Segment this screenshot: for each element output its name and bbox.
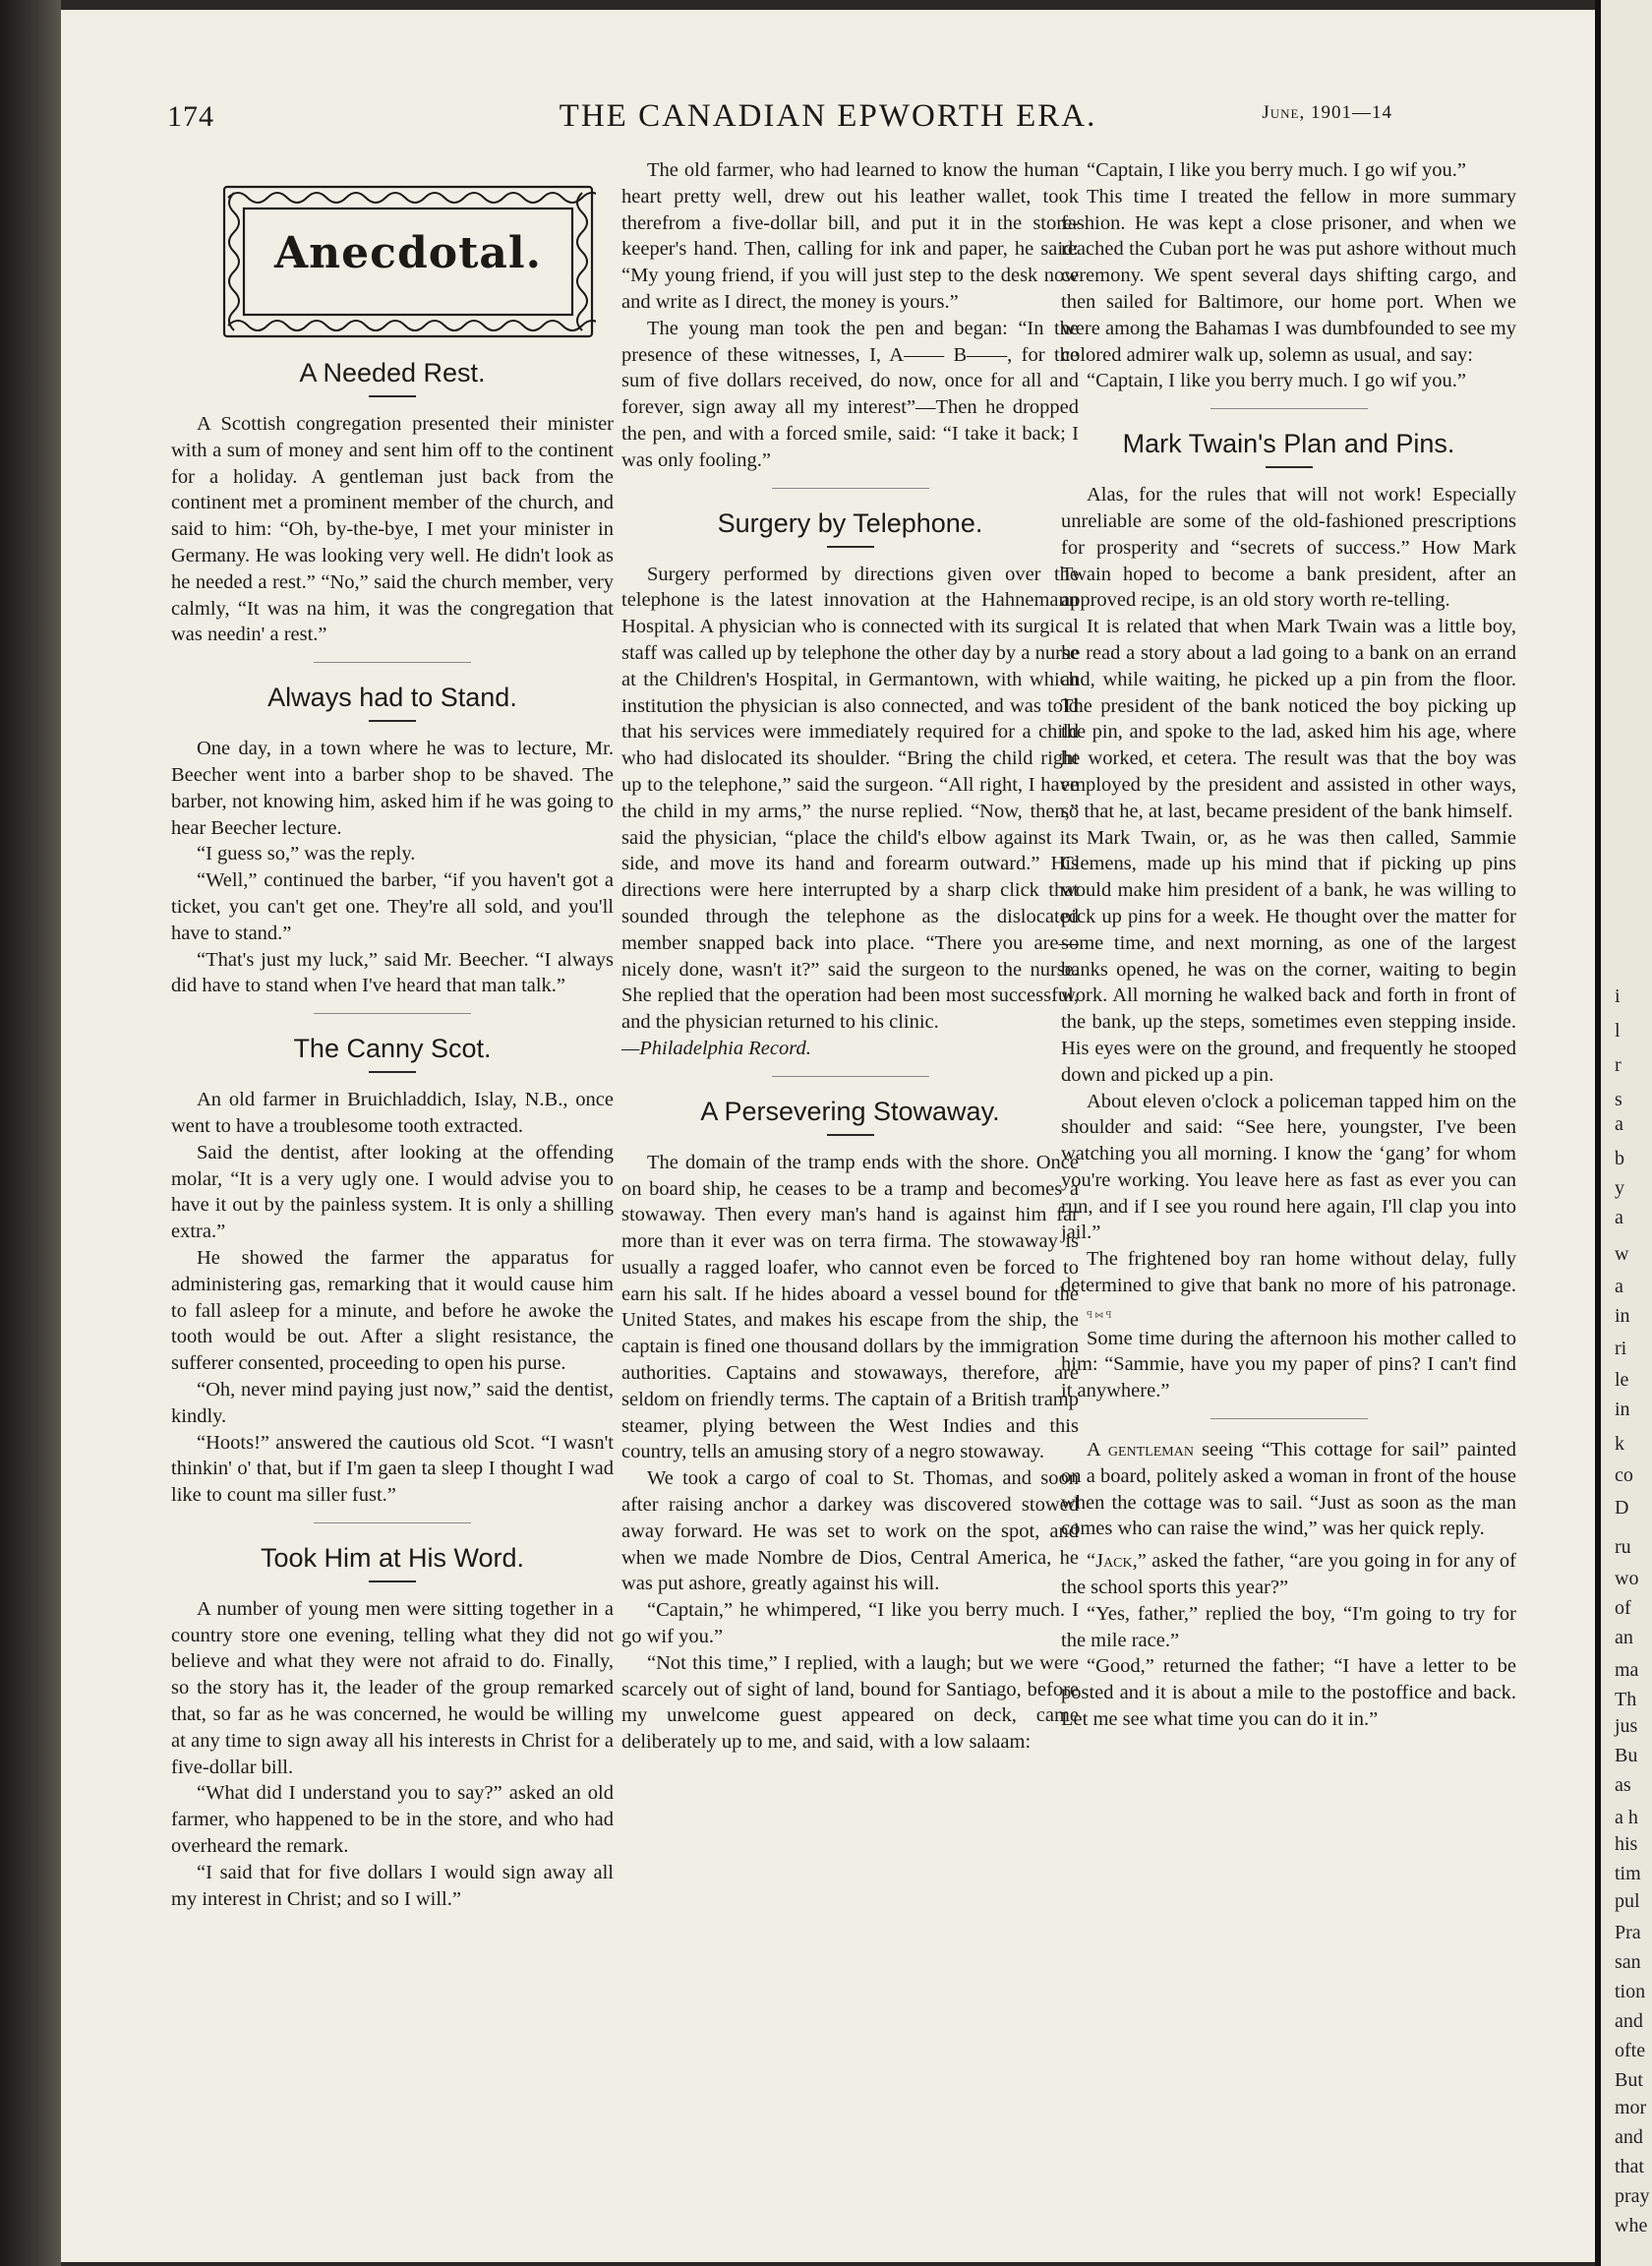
adjacent-page-fragment: of (1615, 1597, 1631, 1619)
adjacent-page-fragment: jus (1615, 1715, 1638, 1737)
journal-title: THE CANADIAN EPWORTH ERA. (559, 98, 1097, 134)
adjacent-page-fragment: s (1615, 1089, 1622, 1110)
adjacent-page-fragment: ma (1615, 1659, 1639, 1681)
article-paragraph: A number of young men were sitting together in a country store one evening, telling what they did not believe and what they were not afraid to do. Finally, so the story has it, the leader of the group remarked that, so far as he was concerned, he would be willing at any time to sign away all his interests in Christ for a five-dollar bill. (171, 1597, 614, 1778)
article-paragraph (1061, 1246, 1516, 1325)
paragraph-text: asked the father, “are you going in for any of the school sports this year?” (1061, 1550, 1516, 1599)
article-paragraph: Alas, for the rules that will not work! Especially unreliable are some of the old-fashioned prescriptions for prosperity and “secrets of success.” How Mark Twain hoped to become a bank president, after an approved recipe, is an old story worth re-telling. (1061, 484, 1516, 612)
lead-in: “Jack,” (1087, 1550, 1147, 1573)
adjacent-page-fragment: as (1615, 1774, 1631, 1796)
adjacent-page-fragment: a h (1615, 1807, 1638, 1828)
adjacent-page-fragment: Bu (1615, 1745, 1638, 1766)
library-stamp: ꟼ ⋈ ꟼ (1087, 1309, 1112, 1320)
article-paragraph: This time I treated the fellow in more summary fashion. He was kept a close prisoner, and when we reached the Cuban port he was put ashore without much ceremony. We spent several days shifting cargo, and then sailed for Baltimore, our home port. When we were among the Bahamas I was dumbfounded to see my colored admirer walk up, solemn as usual, and say: (1061, 185, 1516, 366)
article-paragraph: “Not this time,” I replied, with a laugh; but we were scarcely out of sight of land, bound for Santiago, before my unwelcome guest appeared on deck, came deliberately up to me, and said, with a low salaam: (621, 1651, 1079, 1754)
article-title: Took Him at His Word. (260, 1542, 525, 1573)
anecdotal-banner (220, 183, 596, 340)
adjacent-page-fragment: w (1615, 1243, 1629, 1265)
article-paragraph: The young man took the pen and began: “In the presence of these witnesses, I, A—— B——, for the sum of five dollars received, do now, once for all and forever, sign away all my interest”—Then he dropped the pen, and with a forced smile, said: “I take it back; I was only fooling.” (621, 317, 1079, 471)
article-title: A Needed Rest. (299, 358, 486, 388)
title-rule (369, 720, 416, 722)
adjacent-page-fragment: Th (1615, 1689, 1637, 1710)
article-separator (1210, 1418, 1368, 1419)
article-title: A Persevering Stowaway. (700, 1096, 1000, 1126)
title-rule (369, 1580, 416, 1582)
adjacent-page-fragment: a (1615, 1113, 1623, 1135)
adjacent-page-fragment: a (1615, 1276, 1623, 1297)
adjacent-page-fragment: in (1615, 1399, 1630, 1420)
article-paragraph: An old farmer in Bruichladdich, Islay, N.B., once went to have a troublesome tooth extracted. (171, 1089, 614, 1137)
adjacent-page-fragment: an (1615, 1627, 1633, 1648)
article-paragraph: “That's just my luck,” said Mr. Beecher. “I always did have to stand when I've heard that man talk.” (171, 948, 614, 997)
article-paragraph: We took a cargo of coal to St. Thomas, and soon after raising anchor a darkey was discovered stowed away forward. He was set to work on the spot, and when we made Nombre de Dios, Central America, he was put ashore, greatly against his will. (621, 1467, 1079, 1595)
page-number: 174 (167, 100, 214, 133)
adjacent-page-fragment: that (1615, 2156, 1644, 2177)
article-paragraph: Said the dentist, after looking at the offending molar, “It is a very ugly one. I would advise you to have it out by the painless system. It is only a shilling extra.” (171, 1141, 614, 1243)
article-separator (1210, 408, 1368, 409)
adjacent-page-fragment: tion (1615, 1981, 1646, 2002)
lead-in: A gentleman (1087, 1439, 1194, 1461)
article-paragraph: Surgery performed by directions given over the telephone is the latest innovation at the Hahnemann Hospital. A physician who is connected with its surgical staff was called up by telephone the other day by a nurse at the Children's Hospital, in Germantown, with which institution the physician is also connected, and was told that his services were immediately required for a child who had dislocated its shoulder. “Bring the child right up to the telephone,” said the surgeon. “All right, I have the child in my arms,” the nurse replied. “Now, then,” said the physician, “place the child's elbow against its side, and move its hand and forearm outward.” His directions were here interrupted by a sharp click that sounded through the telephone as the dislocated member snapped back into place. “There you are—nicely done, wasn't it?” said the surgeon to the nurse. She replied that the operation had been most successful, and the physician returned to his clinic. (621, 563, 1079, 1034)
adjacent-page-fragment: But (1615, 2069, 1643, 2091)
article-separator (314, 1013, 471, 1014)
article-paragraph: “Captain, I like you berry much. I go wif you.” (1087, 159, 1466, 181)
section-banner-title: Anecdotal. (274, 228, 542, 278)
adjacent-page-fragment: tim (1615, 1863, 1641, 1884)
adjacent-page-fragment: pray (1615, 2185, 1650, 2207)
article-paragraph: He showed the farmer the apparatus for administering gas, remarking that it would cause him to fall asleep for a minute, and before he awoke the tooth would be out. After a slight resistance, the sufferer consented, proceeding to open his purse. (171, 1246, 614, 1375)
article-paragraph: “Captain,” he whimpered, “I like you berry much. I go wif you.” (621, 1599, 1079, 1648)
adjacent-page-fragment: and (1615, 2126, 1643, 2148)
title-rule (369, 395, 416, 397)
article-paragraph: “Oh, never mind paying just now,” said the dentist, kindly. (171, 1378, 614, 1427)
article-paragraph: A Scottish congregation presented their minister with a sum of money and sent him off to the continent for a holiday. A gentleman just back from the continent met a prominent member of the church, and said to him: “Oh, by-the-bye, I met your minister in Germany. He was looking very well. He didn't look as he needed a rest.” “No,” said the church member, very calmly, “It was na him, it was the congregation that was needin' a rest.” (171, 413, 614, 646)
book-gutter (0, 0, 61, 2266)
article-paragraph (1061, 1548, 1516, 1601)
adjacent-page-fragment: san (1615, 1951, 1641, 1973)
paragraph-text: seeing “This cottage for sail” painted on a board, politely asked a woman in front of the house when the cottage was to sail. “Just as soon as the man comes who can raise the wind,” was her quick reply. (1061, 1439, 1516, 1540)
article-separator (314, 662, 471, 663)
title-rule (1266, 466, 1313, 468)
column-1 (171, 157, 614, 1912)
adjacent-page-fragment: b (1615, 1148, 1624, 1169)
article-separator (772, 488, 929, 489)
article-source: —Philadelphia Record. (621, 1037, 811, 1059)
title-rule (369, 1071, 416, 1073)
article-title: The Canny Scot. (293, 1034, 492, 1064)
page (61, 10, 1595, 2262)
article-paragraph: “Captain, I like you berry much. I go wif you.” (1087, 370, 1466, 392)
article-paragraph: “What did I understand you to say?” asked an old farmer, who happened to be in the store, and who had overheard the remark. (171, 1782, 614, 1858)
adjacent-page-fragment: a (1615, 1207, 1623, 1228)
article-paragraph: “Well,” continued the barber, “if you haven't got a ticket, you can't get one. They're all sold, and you'll have to stand.” (171, 869, 614, 944)
adjacent-page-fragment: mor (1615, 2097, 1647, 2118)
adjacent-page-fragment: r (1615, 1054, 1622, 1076)
adjacent-page-fragment: ofte (1615, 2040, 1646, 2061)
paragraph-text: The frightened boy ran home without delay, fully determined to give that bank no more of his patronage. (1061, 1248, 1516, 1297)
article-paragraph: Some time during the afternoon his mother called to him: “Sammie, have you my paper of pins? I can't find it anywhere.” (1061, 1327, 1516, 1402)
adjacent-page-fragment: whe (1615, 2215, 1648, 2236)
adjacent-page-fragment: Pra (1615, 1922, 1641, 1943)
article-paragraph: The domain of the tramp ends with the shore. Once on board ship, he ceases to be a tramp and becomes a stowaway. Then every man's hand is against him far more than it ever was on terra firma. The stowaway is usually a ragged loafer, who cannot even be forced to earn his salt. If he hides aboard a vessel bound for the United States, and makes his escape from the ship, the captain is fined one thousand dollars by the immigration authorities. Captains and stowaways, therefore, are seldom on friendly terms. The captain of a British tramp steamer, plying between the West Indies and this country, tells an amusing story of a negro stowaway. (621, 1151, 1079, 1463)
article-paragraph: About eleven o'clock a policeman tapped him on the shoulder and said: “See here, youngster, I've been watching you all morning. I know the ‘gang’ for whom you're working. You leave here as fast as ever you can run, and if I see you round here again, I'll clap you into jail.” (1061, 1090, 1516, 1244)
article-paragraph (1061, 1437, 1516, 1542)
article-separator (772, 1076, 929, 1077)
adjacent-page-fragment: D (1615, 1497, 1629, 1519)
adjacent-page-fragment: i (1615, 985, 1621, 1007)
article-paragraph: It is related that when Mark Twain was a little boy, he read a story about a lad going to a bank on an errand and, while waiting, he picked up a pin from the floor. The president of the bank noticed the boy picking up the pin, and spoke to the lad, asked him his age, where he worked, et cetera. The result was that the boy was employed by the president and assisted in other ways, so that he, at last, became president of the bank himself. (1061, 616, 1516, 822)
issue-date: June, 1901—14 (1262, 102, 1392, 123)
article-paragraph: The old farmer, who had learned to know the human heart pretty well, drew out his leather wallet, took therefrom a five-dollar bill, and put it in the store-keeper's hand. Then, calling for ink and paper, he said: “My young friend, if you will just step to the desk now and write as I direct, the money is yours.” (621, 159, 1079, 313)
adjacent-page-fragment: ru (1615, 1536, 1631, 1558)
article-title: Surgery by Telephone. (717, 507, 983, 538)
adjacent-page-fragment: and (1615, 2010, 1643, 2032)
adjacent-page-fragment: l (1615, 1020, 1621, 1042)
article-paragraph: One day, in a town where he was to lecture, Mr. Beecher went into a barber shop to be shaved. The barber, not knowing him, asked him if he was going to hear Beecher lecture. (171, 738, 614, 839)
adjacent-page-fragment: wo (1615, 1568, 1639, 1589)
adjacent-page-fragment: ri (1615, 1338, 1627, 1359)
adjacent-page-fragment: y (1615, 1177, 1624, 1199)
adjacent-page-fragment: pul (1615, 1890, 1640, 1912)
article-paragraph: “Yes, father,” replied the boy, “I'm going to try for the mile race.” (1061, 1602, 1516, 1651)
adjacent-page-edge (1595, 0, 1652, 2266)
title-rule (827, 546, 874, 548)
article-paragraph: “I guess so,” was the reply. (197, 843, 416, 865)
article-paragraph: “Good,” returned the father; “I have a letter to be posted and it is about a mile to the postoffice and back. Let me see what time you can do it in.” (1061, 1655, 1516, 1731)
article-paragraph: Mark Twain, or, as he was then called, Sammie Clemens, made up his mind that if picking up pins would make him president of a bank, he was willing to pick up pins for a week. He thought over the matter for some time, and next morning, as one of the largest banks opened, he was on the corner, waiting to begin work. All morning he walked back and forth in front of the bank, up the steps, sometimes even stepping inside. His eyes were on the ground, and frequently he stooped down and picked up a pin. (1061, 826, 1516, 1086)
article-title: Mark Twain's Plan and Pins. (1122, 429, 1455, 459)
article-paragraph: “Hoots!” answered the cautious old Scot. “I wasn't thinkin' o' that, but if I'm gaen ta sleep I thought I wad like to count ma siller fust.” (171, 1431, 614, 1507)
article-title: Always had to Stand. (267, 683, 517, 713)
adjacent-page-fragment: k (1615, 1433, 1624, 1455)
adjacent-page-fragment: le (1615, 1369, 1629, 1391)
article-paragraph: “I said that for five dollars I would sign away all my interest in Christ; and so I will.” (171, 1861, 614, 1910)
adjacent-page-fragment: in (1615, 1305, 1630, 1327)
adjacent-page-fragment: his (1615, 1833, 1638, 1855)
article-separator (314, 1522, 471, 1523)
column-3 (1061, 157, 1516, 1733)
column-2 (621, 157, 1079, 1756)
title-rule (827, 1134, 874, 1136)
adjacent-page-fragment: co (1615, 1464, 1633, 1486)
